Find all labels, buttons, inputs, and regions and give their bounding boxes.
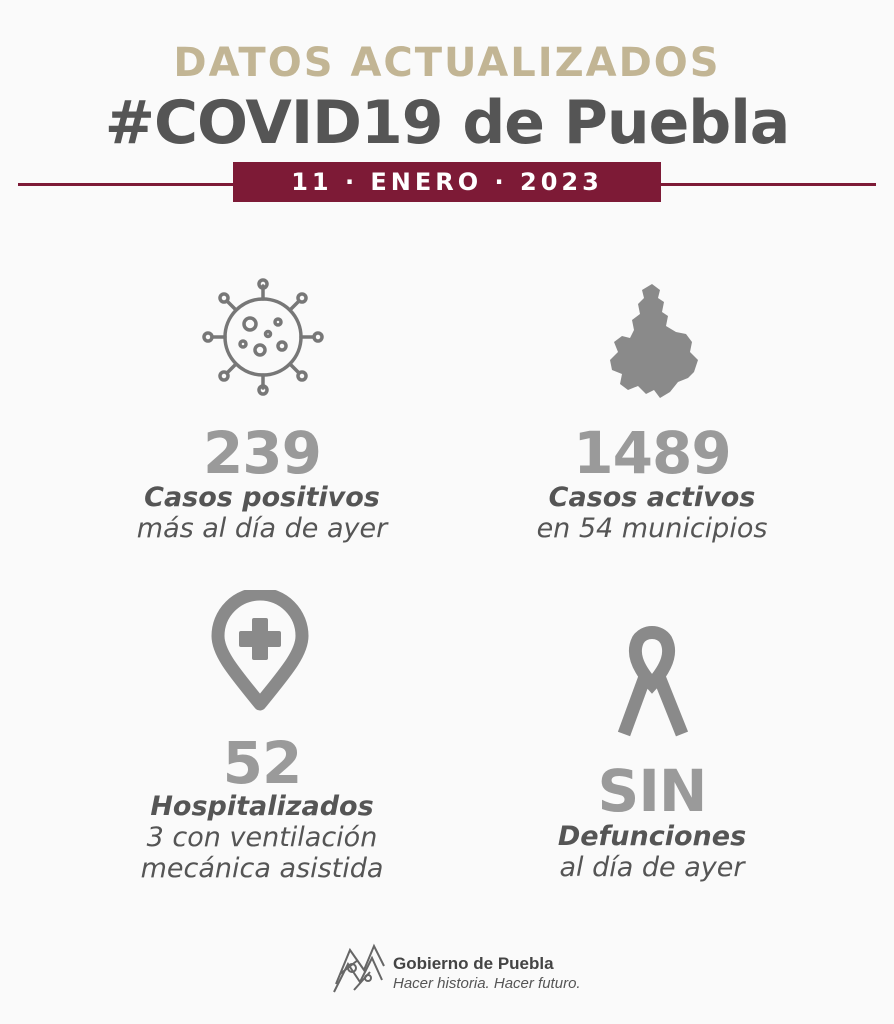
footer-slogan: Hacer historia. Hacer futuro. [393,975,581,992]
gobierno-puebla-logo [330,940,388,998]
hospitalizados-value: 52 [222,729,302,797]
hospital-pin-icon [210,590,310,712]
defunciones-label [452,821,852,883]
hospitalizados-label-line1: 3 con ventilación [146,822,378,853]
puebla-map-icon [606,282,700,400]
kicker-title: DATOS ACTUALIZADOS [173,40,721,86]
footer-org-name: Gobierno de Puebla [393,954,554,973]
positivos-label-detail: más al día de ayer [136,513,388,544]
positivos-label [62,482,462,544]
defunciones-value: SIN [597,757,707,825]
virus-icon [198,278,328,396]
hospitalizados-label-line2: mecánica asistida [140,853,384,884]
hospitalizados-label [62,791,462,884]
ribbon-icon [610,622,694,744]
positivos-value: 239 [202,419,322,487]
hospitalizados-label-title: Hospitalizados [150,791,374,822]
activos-label-detail: en 54 municipios [536,513,768,544]
positivos-label-title: Casos positivos [144,482,380,513]
date-text: 11 · ENERO · 2023 [291,168,603,196]
activos-value: 1489 [573,419,731,487]
defunciones-label-title: Defunciones [557,821,747,852]
divider-right [660,183,876,186]
activos-label-title: Casos activos [548,482,756,513]
divider-left [18,183,234,186]
date-banner [233,162,661,202]
page-title: #COVID19 de Puebla [104,88,790,158]
defunciones-label-detail: al día de ayer [559,852,745,883]
activos-label [452,482,852,544]
